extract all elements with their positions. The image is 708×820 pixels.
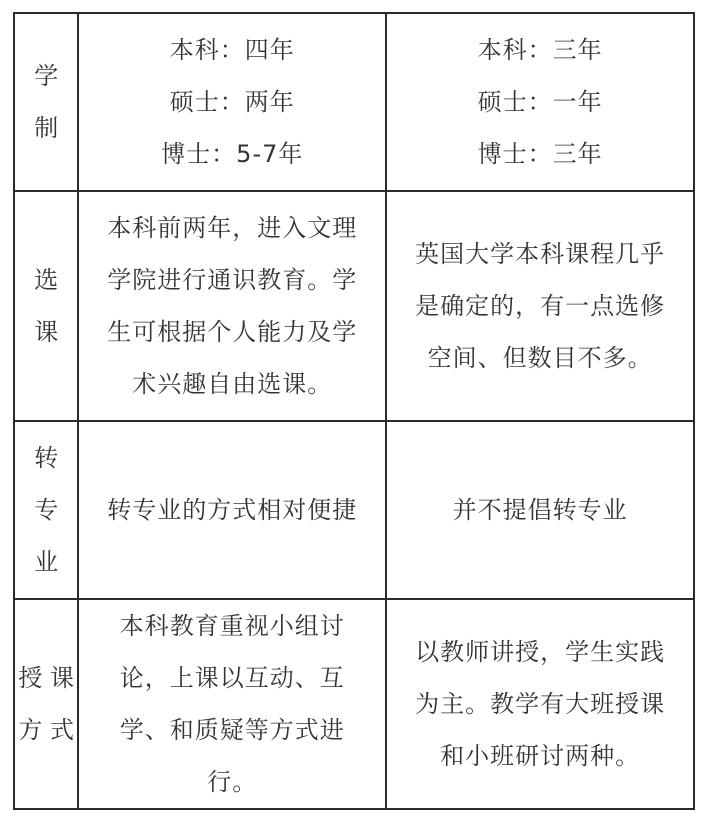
cell-text-line: 生可根据个人能力及学 — [107, 318, 358, 346]
cell-text-line: 硕士：两年 — [169, 88, 295, 116]
row-header-line: 专 — [34, 496, 59, 524]
cell-text-line: 博士：5-7年 — [161, 140, 304, 168]
cell-text-line: 本科前两年，进入文理 — [107, 214, 358, 242]
table-row-course-selection — [14, 191, 694, 421]
cell-duration-col-a — [78, 13, 386, 191]
cell-text-line: 论，上课以互动、互 — [119, 664, 345, 692]
cell-course-selection-col-b — [386, 191, 694, 421]
row-header-line: 制 — [34, 114, 59, 142]
cell-text-line: 学院进行通识教育。学 — [107, 266, 358, 294]
table-row-teaching-method — [14, 599, 694, 809]
row-header-line: 方 式 — [18, 716, 74, 744]
cell-course-selection-col-a — [78, 191, 386, 421]
cell-text-line: 和小班研讨两种。 — [440, 742, 641, 770]
cell-text-line: 以教师讲授，学生实践 — [415, 638, 666, 666]
cell-teaching-method-col-b — [386, 599, 694, 809]
cell-major-transfer-col-a — [78, 421, 386, 599]
row-header-line: 学 — [34, 62, 59, 90]
table-row-major-transfer — [14, 421, 694, 599]
cell-text-line: 博士：三年 — [477, 140, 603, 168]
cell-text-line: 本科：四年 — [169, 36, 295, 64]
cell-duration-col-b — [386, 13, 694, 191]
row-header-course-selection — [14, 191, 78, 421]
cell-text-line: 空间、但数目不多。 — [427, 344, 653, 372]
cell-teaching-method-col-a — [78, 599, 386, 809]
cell-text-line: 为主。教学有大班授课 — [415, 690, 666, 718]
cell-text-line: 本科：三年 — [477, 36, 603, 64]
cell-text-line: 本科教育重视小组讨 — [119, 612, 345, 640]
comparison-table — [13, 12, 695, 810]
cell-text-line: 是确定的，有一点选修 — [415, 292, 666, 320]
table-row-duration — [14, 13, 694, 191]
row-header-line: 课 — [34, 318, 59, 346]
cell-text-line: 学、和质疑等方式进 — [119, 716, 345, 744]
row-header-duration — [14, 13, 78, 191]
row-header-line: 转 — [34, 444, 59, 472]
row-header-major-transfer — [14, 421, 78, 599]
cell-text-line: 硕士：一年 — [477, 88, 603, 116]
cell-text-line: 行。 — [207, 768, 258, 796]
cell-major-transfer-col-b — [386, 421, 694, 599]
cell-text-line: 英国大学本科课程几乎 — [415, 240, 666, 268]
cell-text-line: 术兴趣自由选课。 — [132, 370, 333, 398]
row-header-line: 选 — [34, 266, 59, 294]
cell-text-line: 转专业的方式相对便捷 — [107, 496, 358, 524]
row-header-line: 业 — [34, 548, 59, 576]
row-header-teaching-method — [14, 599, 78, 809]
cell-text-line: 并不提倡转专业 — [452, 496, 628, 524]
row-header-line: 授 课 — [18, 664, 74, 692]
